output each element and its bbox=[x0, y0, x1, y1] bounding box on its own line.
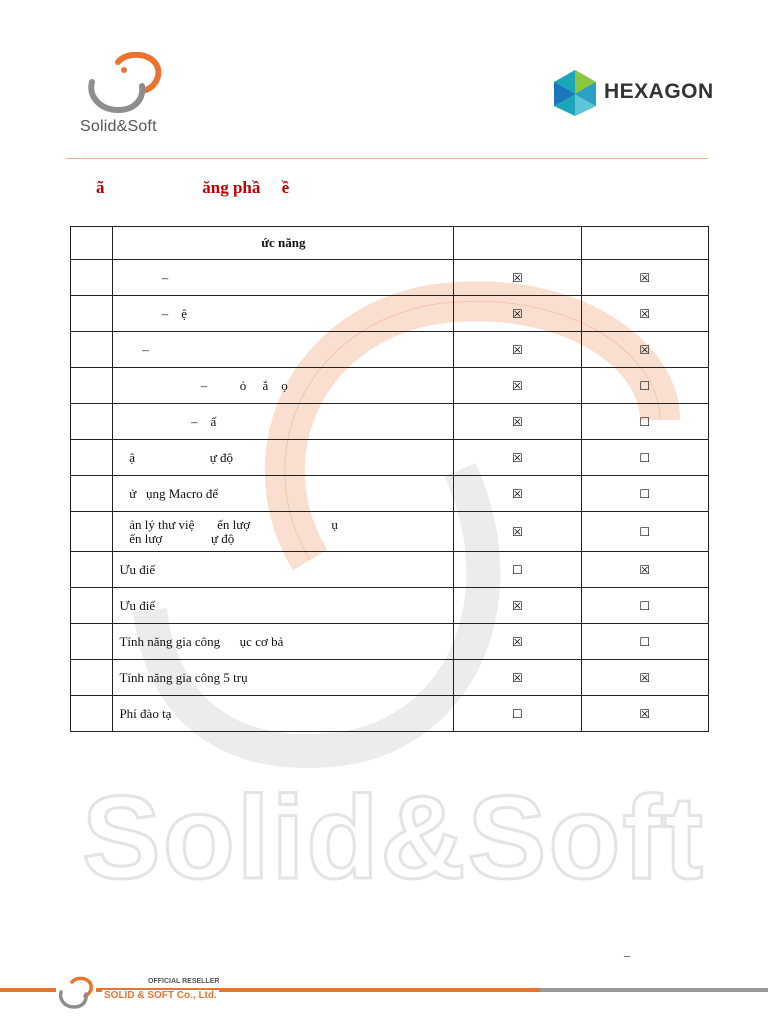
table-header-row bbox=[71, 227, 709, 260]
table-row bbox=[71, 260, 709, 296]
row-feature: Phí đào tạ bbox=[113, 696, 454, 732]
checkbox-col-a[interactable]: ☒ bbox=[454, 404, 581, 440]
checkbox-col-a[interactable]: ☒ bbox=[454, 332, 581, 368]
row-num bbox=[71, 696, 113, 732]
row-feature: Tính năng gia công 5 trụ bbox=[113, 660, 454, 696]
table-row bbox=[71, 512, 709, 552]
checkbox-col-b[interactable]: ☒ bbox=[581, 552, 708, 588]
row-feature: Tính năng gia công ục cơ bả bbox=[113, 624, 454, 660]
row-feature: – bbox=[113, 260, 454, 296]
checkbox-col-a[interactable]: ☒ bbox=[454, 260, 581, 296]
checkbox-col-a[interactable]: ☒ bbox=[454, 660, 581, 696]
checkbox-col-b[interactable]: ☐ bbox=[581, 588, 708, 624]
checkbox-col-b[interactable]: ☐ bbox=[581, 624, 708, 660]
table-row bbox=[71, 476, 709, 512]
row-feature: ậ ự độ bbox=[113, 440, 454, 476]
table-row bbox=[71, 552, 709, 588]
document-title: ã ăng phầ ề bbox=[96, 178, 290, 197]
footer-bar-gray bbox=[540, 988, 768, 992]
checkbox-col-b[interactable]: ☒ bbox=[581, 332, 708, 368]
checkbox-col-a[interactable]: ☐ bbox=[454, 696, 581, 732]
row-num bbox=[71, 476, 113, 512]
row-num bbox=[71, 296, 113, 332]
row-num bbox=[71, 512, 113, 552]
row-feature: Ưu điể bbox=[113, 552, 454, 588]
row-feature: – ệ bbox=[113, 296, 454, 332]
checkbox-col-b[interactable]: ☒ bbox=[581, 260, 708, 296]
checkbox-col-a[interactable]: ☒ bbox=[454, 588, 581, 624]
checkbox-col-b[interactable]: ☐ bbox=[581, 404, 708, 440]
footer-reseller-label: OFFICIAL RESELLER bbox=[148, 978, 220, 985]
table-row bbox=[71, 332, 709, 368]
row-num bbox=[71, 624, 113, 660]
table-row bbox=[71, 368, 709, 404]
row-num bbox=[71, 368, 113, 404]
checkbox-col-b[interactable]: ☐ bbox=[581, 368, 708, 404]
row-feature: – bbox=[113, 332, 454, 368]
row-num bbox=[71, 260, 113, 296]
checkbox-col-b[interactable]: ☒ bbox=[581, 296, 708, 332]
row-feature: Ưu điể bbox=[113, 588, 454, 624]
header-col-b bbox=[581, 227, 708, 260]
checkbox-col-a[interactable]: ☐ bbox=[454, 552, 581, 588]
row-num bbox=[71, 660, 113, 696]
checkbox-col-a[interactable]: ☒ bbox=[454, 368, 581, 404]
row-num bbox=[71, 588, 113, 624]
table-row bbox=[71, 624, 709, 660]
hexagon-logo bbox=[552, 68, 722, 118]
solid-soft-logo bbox=[78, 52, 188, 138]
solid-soft-logo-text: Solid&Soft bbox=[80, 118, 157, 135]
header-col-a bbox=[454, 227, 581, 260]
table-row bbox=[71, 696, 709, 732]
hexagon-logo-text: HEXAGON bbox=[604, 80, 714, 103]
checkbox-col-b[interactable]: ☐ bbox=[581, 512, 708, 552]
header-divider bbox=[66, 158, 708, 159]
table-row bbox=[71, 440, 709, 476]
row-feature: – ỏ ắ ọ bbox=[113, 368, 454, 404]
row-num bbox=[71, 332, 113, 368]
hexagon-mark-icon bbox=[552, 68, 598, 118]
footer-logo bbox=[56, 976, 96, 1010]
table-row bbox=[71, 660, 709, 696]
checkbox-col-a[interactable]: ☒ bbox=[454, 296, 581, 332]
comparison-table bbox=[70, 226, 709, 732]
header-feature: ức năng bbox=[113, 227, 454, 260]
solid-soft-swoosh-icon bbox=[84, 52, 174, 116]
table-row bbox=[71, 588, 709, 624]
row-feature: ử ụng Macro để bbox=[113, 476, 454, 512]
checkbox-col-a[interactable]: ☒ bbox=[454, 624, 581, 660]
header-num bbox=[71, 227, 113, 260]
checkbox-col-a[interactable]: ☒ bbox=[454, 476, 581, 512]
footer-swoosh-icon bbox=[56, 976, 96, 1010]
row-num bbox=[71, 404, 113, 440]
checkbox-col-a[interactable]: ☒ bbox=[454, 512, 581, 552]
table-row bbox=[71, 404, 709, 440]
row-num bbox=[71, 552, 113, 588]
checkbox-col-a[interactable]: ☒ bbox=[454, 440, 581, 476]
watermark-text: Solid&Soft bbox=[82, 772, 706, 904]
checkbox-col-b[interactable]: ☒ bbox=[581, 660, 708, 696]
row-feature: ản lý thư việ ến lượ ụ ến lượ ự độ bbox=[113, 512, 454, 552]
footer-company-name: SOLID & SOFT Co., Ltd. bbox=[104, 990, 217, 1001]
checkbox-col-b[interactable]: ☒ bbox=[581, 696, 708, 732]
table-row bbox=[71, 296, 709, 332]
row-feature: – ấ bbox=[113, 404, 454, 440]
row-num bbox=[71, 440, 113, 476]
page-number: – bbox=[624, 948, 630, 962]
checkbox-col-b[interactable]: ☐ bbox=[581, 440, 708, 476]
checkbox-col-b[interactable]: ☐ bbox=[581, 476, 708, 512]
